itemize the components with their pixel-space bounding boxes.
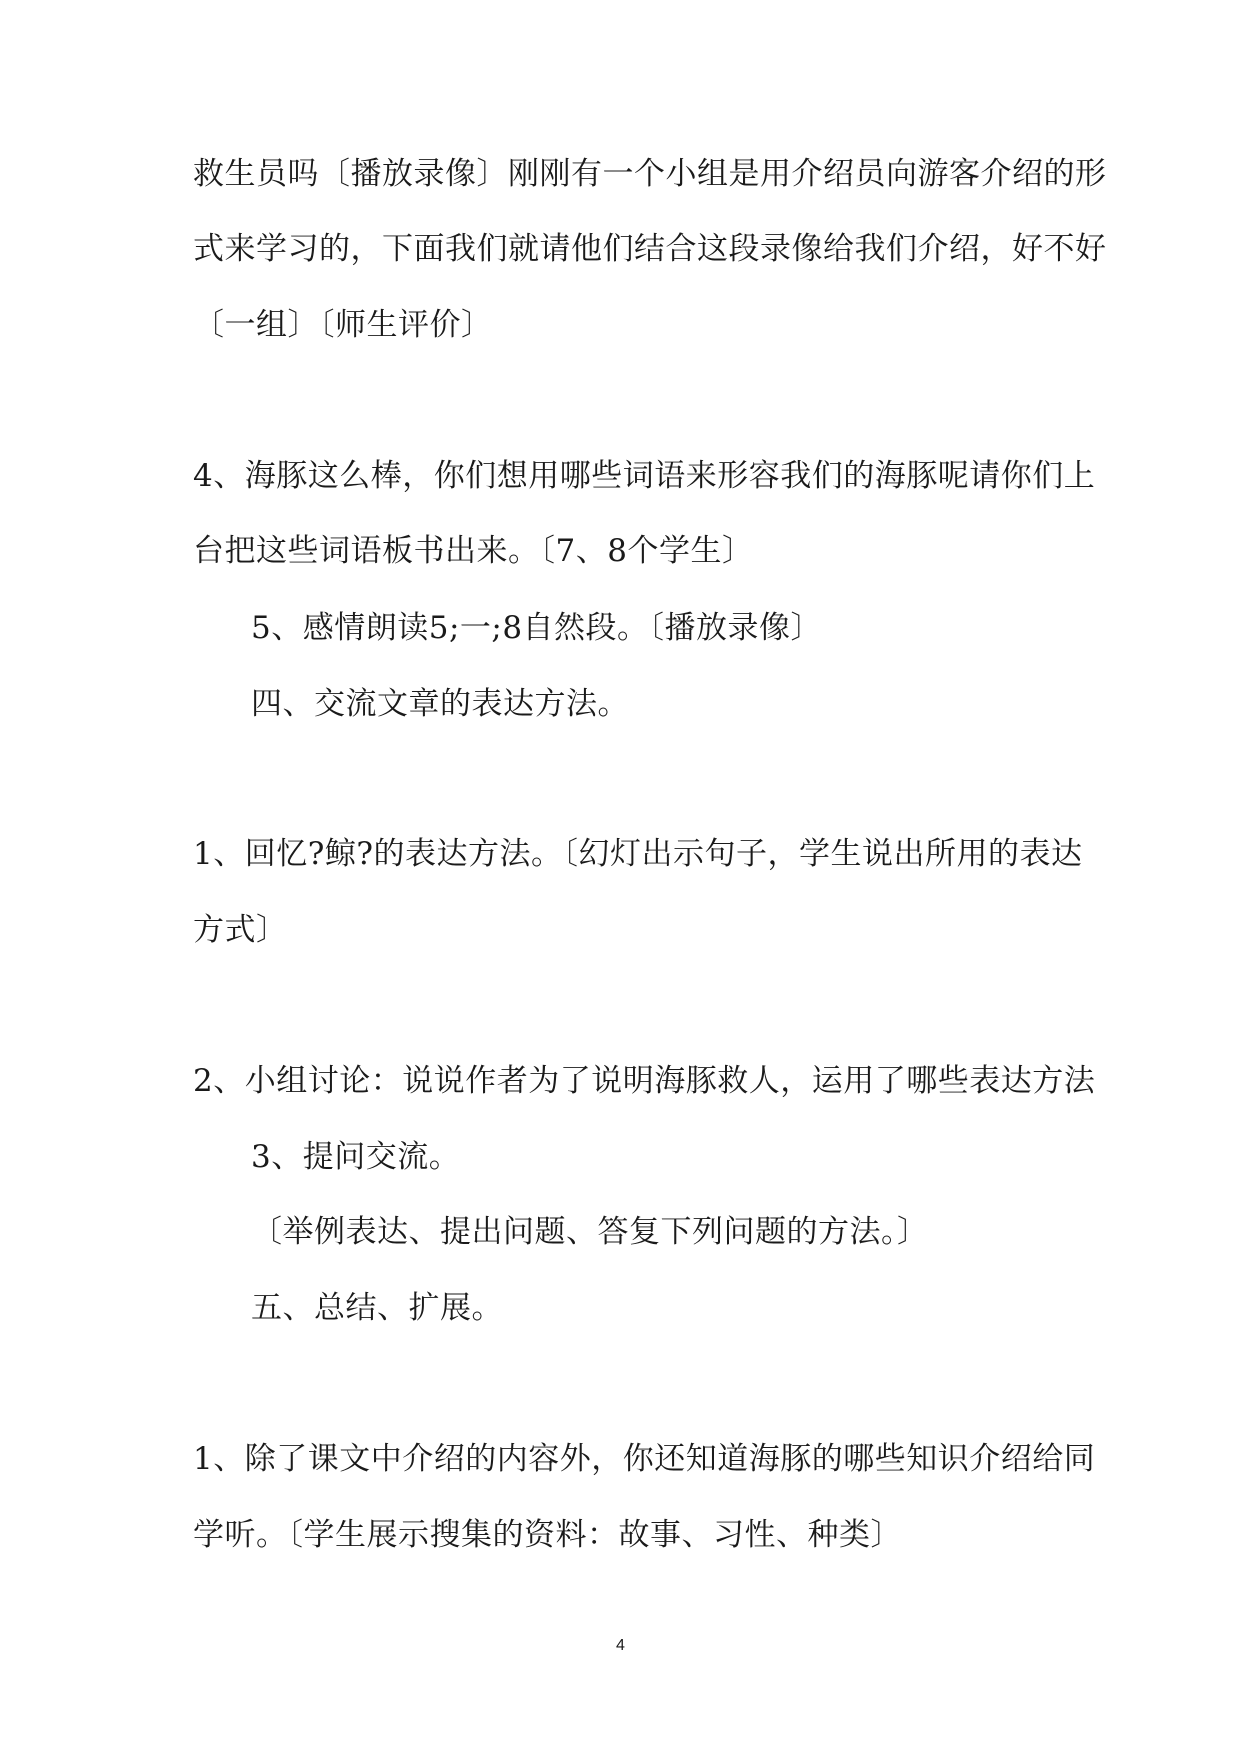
text-line: 学听。〔学生展示搜集的资料：故事、习性、种类〕 [193,1517,902,1553]
text-line: 1、除了课文中介绍的内容外，你还知道海豚的哪些知识介绍给同 [193,1441,1096,1477]
text-line: 〔举例表达、提出问题、答复下列问题的方法。〕 [251,1214,929,1250]
text-line: 〔一组〕〔师生评价〕 [193,307,493,343]
text-line: 2、小组讨论：说说作者为了说明海豚救人，运用了哪些表达方法 [193,1063,1096,1099]
text-line: 5、感情朗读5;一;8自然段。〔播放录像〕 [251,610,823,646]
text-line: 3、提问交流。 [251,1139,461,1175]
text-line: 方式〕 [193,912,288,948]
section-heading: 五、总结、扩展。 [251,1290,503,1326]
text-line: 4、海豚这么棒，你们想用哪些词语来形容我们的海豚呢请你们上 [193,458,1096,494]
page-number: 4 [616,1637,625,1654]
section-heading: 四、交流文章的表达方法。 [251,686,629,722]
text-line: 式来学习的，下面我们就请他们结合这段录像给我们介绍，好不好 [193,231,1107,267]
text-line: 台把这些词语板书出来。〔7、8个学生〕 [193,533,754,569]
text-line: 1、回忆?鲸?的表达方法。〔幻灯出示句子，学生说出所用的表达 [193,836,1083,872]
text-line: 救生员吗〔播放录像〕刚刚有一个小组是用介绍员向游客介绍的形 [193,156,1107,192]
